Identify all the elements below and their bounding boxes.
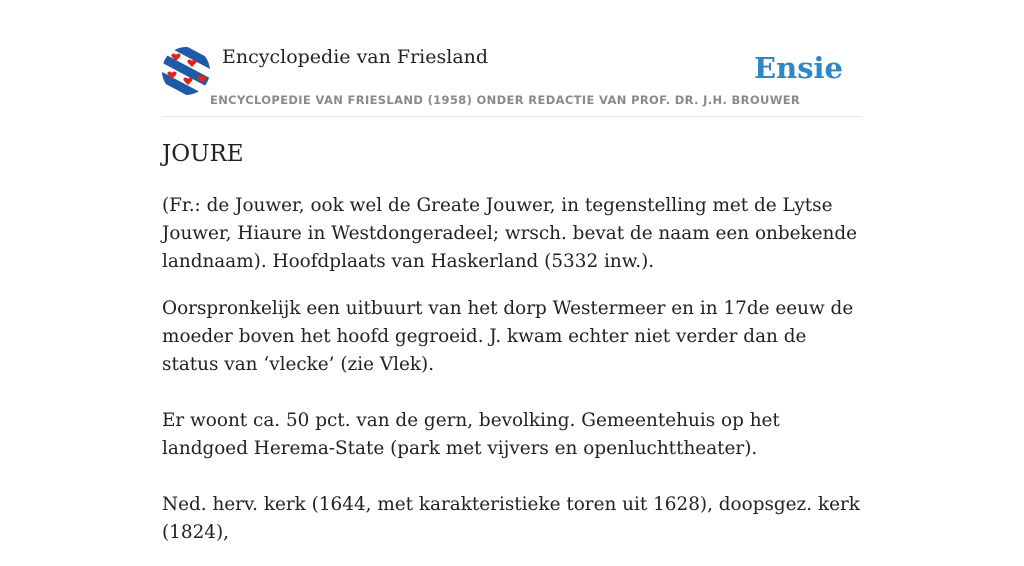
article-paragraph: (Fr.: de Jouwer, ook wel de Greate Jouwer, in tegenstelling met de Lytse Jouwer, Hiaure in Westdongeradeel; wrsch. bevat de naam een onbekende landnaam). Hoofdplaats van Haskerland (5332 inw.). bbox=[162, 195, 858, 272]
site-header bbox=[162, 0, 862, 117]
article-body bbox=[162, 192, 862, 566]
site-title[interactable]: Encyclopedie van Friesland bbox=[222, 46, 489, 68]
frisian-flag-icon[interactable] bbox=[162, 47, 210, 95]
encyclopedia-subtitle: ENCYCLOPEDIE VAN FRIESLAND (1958) ONDER REDACTIE VAN PROF. DR. J.H. BROUWER bbox=[210, 93, 801, 107]
page bbox=[162, 0, 862, 543]
article-headword: JOURE bbox=[162, 141, 244, 167]
article-paragraph: Oorspronkelijk een uitbuurt van het dorp Westermeer en in 17de eeuw de moeder boven het hoofd gegroeid. J. kwam echter niet verder dan de status van ‘vlecke’ (zie Vlek). Er woont ca. 50 pct. van de gern, bevolking. Gemeentehuis op het landgoed Herema-State (park met vijvers en openluchttheater). Ned. herv. kerk (1644, met karakteristieke toren uit 1628), doopsgez. kerk (1824), bbox=[162, 298, 860, 543]
ensie-logo[interactable]: Ensie bbox=[754, 51, 843, 85]
